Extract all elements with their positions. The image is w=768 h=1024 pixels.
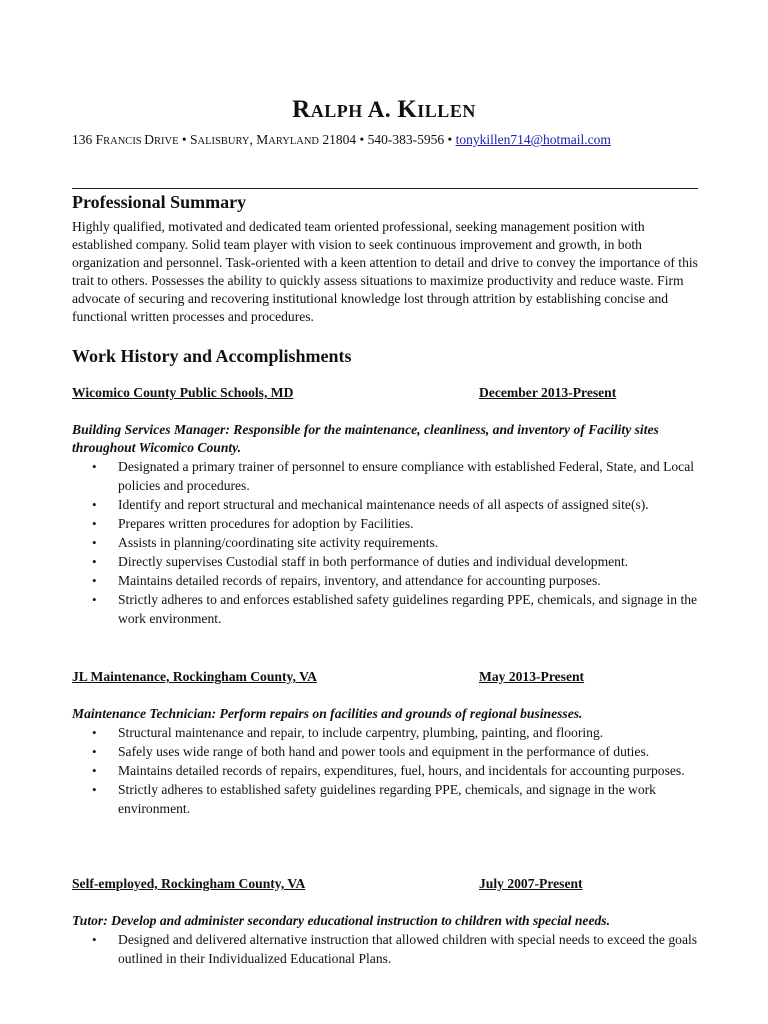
address-part: D [144,132,155,147]
city-part: ALISBURY [197,136,250,147]
name-part: ILLEN [417,101,476,121]
summary-heading: Professional Summary [72,192,247,212]
separator: , [249,132,257,147]
bullet-icon: • [92,744,97,759]
list-item [72,590,702,628]
job-role: Maintenance Technician: Perform repairs on facilities and grounds of regional businesses. [72,706,583,721]
job-dates: July 2007-Present [479,876,583,891]
name-part: ALPH [310,101,363,121]
state-part: ARYLAND [268,136,319,147]
bullet-text: Maintains detailed records of repairs, expenditures, fuel, hours, and incidentals for accounting purposes. [118,763,685,778]
list-item [72,723,702,742]
job-dates: May 2013-Present [479,669,585,684]
bullet-icon: • [92,554,97,569]
bullet-text: Strictly adheres to established safety guidelines regarding PPE, chemicals, and signage in the work environment. [118,782,656,816]
job-entry [72,385,702,628]
job-role: Building Services Manager: Responsible for the maintenance, cleanliness, and inventory of Facility sites throughout Wicomico County. [72,422,659,455]
list-item [72,742,702,761]
bullet-icon: • [92,592,97,607]
job-bullets [72,930,702,968]
bullet-icon: • [92,932,97,947]
bullet-icon: • [92,535,97,550]
bullet-icon: • [92,725,97,740]
zip-phone: 21804 • 540-383-5956 • [319,132,456,147]
state-part: M [256,132,269,147]
name-middle: A. [362,97,398,122]
bullet-text: Prepares written procedures for adoption by Facilities. [118,516,414,531]
summary-text: Highly qualified, motivated and dedicated team oriented professional, seeking management position with established company. Solid team player with vision to seek continuous improvement and growth, in both organization and personnel. Task-oriented with a keen attention to detail and drive to convey the importance of this trait to others. Possesses the ability to quickly assess situations to maximize productivity and reduce waste. Firm advocate of securing and recovering institutional knowledge lost through attrition by establishing concise and functional written processes and procedures. [72,219,698,324]
list-item [72,514,702,533]
bullet-text: Strictly adheres to and enforces established safety guidelines regarding PPE, chemicals, and signage in the work environment. [118,592,698,626]
bullet-icon: • [92,516,97,531]
bullet-text: Safely uses wide range of both hand and power tools and equipment in the performance of duties. [118,744,650,759]
bullet-icon: • [92,782,97,797]
header-divider [72,188,698,189]
list-item [72,761,702,780]
job-entry [72,876,702,968]
job-header [72,385,702,403]
bullet-text: Identify and report structural and mechanical maintenance needs of all aspects of assigned site(s). [118,497,649,512]
list-item [72,533,702,552]
address-part: 136 [72,132,96,147]
list-item [72,457,702,495]
address-part: RANCIS [103,136,145,147]
bullet-text: Designed and delivered alternative instruction that allowed children with special needs to exceed the goals outlined in their Individualized Educational Plans. [118,932,698,966]
job-role: Tutor: Develop and administer secondary educational instruction to children with special needs. [72,913,610,928]
job-bullets [72,457,702,628]
job-header [72,669,702,687]
name-initial: R [292,96,311,123]
work-history-heading: Work History and Accomplishments [72,346,352,366]
contact-line [72,132,611,148]
separator: • [178,132,191,147]
list-item [72,930,702,968]
bullet-icon: • [92,763,97,778]
job-bullets [72,723,702,818]
bullet-text: Structural maintenance and repair, to include carpentry, plumbing, painting, and flooring. [118,725,604,740]
resume-name [0,96,768,124]
name-initial: K [397,96,418,123]
employer: Self-employed, Rockingham County, VA [72,876,306,891]
bullet-text: Maintains detailed records of repairs, inventory, and attendance for accounting purposes. [118,573,601,588]
bullet-text: Directly supervises Custodial staff in both performance of duties and individual development. [118,554,629,569]
list-item [72,571,702,590]
city-part: S [190,132,198,147]
list-item [72,495,702,514]
bullet-text: Designated a primary trainer of personnel to ensure compliance with established Federal, State, and Local policies and procedures. [118,459,695,493]
job-header [72,876,702,894]
job-dates: December 2013-Present [479,385,617,400]
list-item [72,780,702,818]
bullet-icon: • [92,573,97,588]
job-entry [72,669,702,818]
employer: Wicomico County Public Schools, MD [72,385,294,400]
list-item [72,552,702,571]
bullet-icon: • [92,459,97,474]
address-part: F [95,132,104,147]
email-link[interactable]: tonykillen714@hotmail.com [455,132,611,147]
bullet-icon: • [92,497,97,512]
bullet-text: Assists in planning/coordinating site activity requirements. [118,535,439,550]
employer: JL Maintenance, Rockingham County, VA [72,669,317,684]
address-part: RIVE [154,136,179,147]
